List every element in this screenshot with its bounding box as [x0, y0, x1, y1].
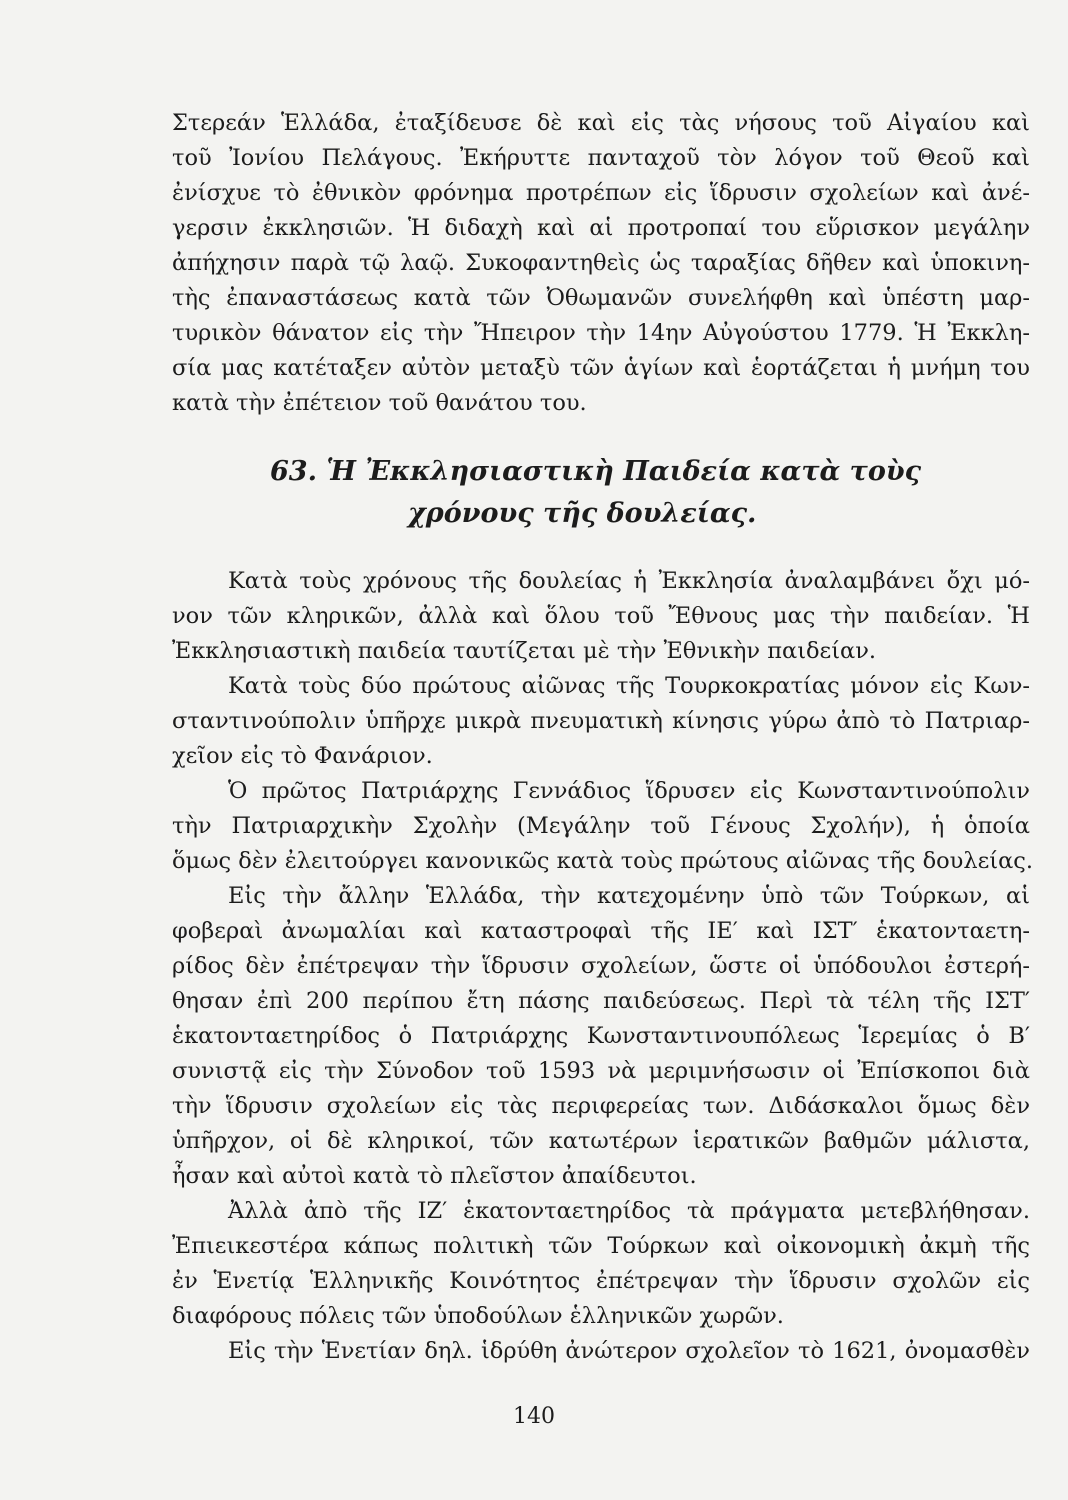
intro-line: σία μας κατέταξεν αὐτὸν μεταξὺ τῶν ἁγίων καὶ ἑορτάζεται ἡ μνήμη του: [172, 355, 1030, 381]
intro-line: ἀπήχησιν παρὰ τῷ λαῷ. Συκοφαντηθεὶς ὡς ταραξίας δῆθεν καὶ ὑποκινη-: [172, 250, 1030, 276]
body-line: ὅμως δὲν ἐλειτούργει κανονικῶς κατὰ τοὺς πρώτους αἰῶνας τῆς δουλείας.: [172, 848, 1034, 874]
section-title-part1: Ἡ Ἐκκλησιαστικὴ Παιδεία κατὰ τοὺς: [326, 456, 922, 487]
intro-line: τυρικὸν θάνατον εἰς τὴν Ἤπειρον τὴν 14ην Αὐγούστου 1779. Ἡ Ἐκκλη-: [172, 320, 1030, 346]
intro-line: Στερεάν Ἑλλάδα, ἐταξίδευσε δὲ καὶ εἰς τὰς νήσους τοῦ Αἰγαίου καὶ: [172, 110, 1030, 136]
intro-line: τὴς ἐπαναστάσεως κατὰ τῶν Ὀθωμανῶν συνελήφθη καὶ ὑπέστη μαρ-: [172, 285, 1030, 311]
page-number: 140: [513, 1404, 555, 1429]
intro-line: ἐνίσχυε τὸ ἐθνικὸν φρόνημα προτρέπων εἰς ἵδρυσιν σχολείων καὶ ἀνέ-: [172, 180, 1030, 206]
body-line: φοβεραὶ ἀνωμαλίαι καὶ καταστροφαὶ τῆς ΙΕ′ καὶ ΙΣΤ′ ἑκατονταετη-: [172, 918, 1030, 944]
body-line: θησαν ἐπὶ 200 περίπου ἔτη πάσης παιδεύσεως. Περὶ τὰ τέλη τῆς ΙΣΤ′: [172, 988, 1030, 1014]
body-line: Εἰς τὴν ἄλλην Ἑλλάδα, τὴν κατεχομένην ὑπὸ τῶν Τούρκων, αἱ: [228, 883, 1030, 909]
body-line: ἑκατονταετηρίδος ὁ Πατριάρχης Κωνσταντινουπόλεως Ἱερεμίας ὁ Β′: [172, 1023, 1030, 1049]
body-line: τὴν Πατριαρχικὴν Σχολὴν (Μεγάλην τοῦ Γένους Σχολήν), ἡ ὁποία: [172, 813, 1030, 839]
section-number: 63.: [270, 456, 317, 487]
intro-line: κατὰ τὴν ἐπέτειον τοῦ θανάτου του.: [172, 390, 587, 416]
body-line: Κατὰ τοὺς χρόνους τῆς δουλείας ἡ Ἐκκλησία ἀναλαμβάνει ὄχι μό-: [228, 568, 1030, 594]
body-line: ρίδος δὲν ἐπέτρεψαν τὴν ἵδρυσιν σχολείων, ὥστε οἱ ὑπόδουλοι ἐστερή-: [172, 953, 1030, 979]
section-heading-line2: χρόνους τῆς δουλείας.: [408, 498, 757, 529]
body-line: Ἐκκλησιαστικὴ παιδεία ταυτίζεται μὲ τὴν Ἐθνικὴν παιδείαν.: [172, 638, 877, 664]
body-line: σταντινούπολιν ὑπῆρχε μικρὰ πνευματικὴ κίνησις γύρω ἀπὸ τὸ Πατριαρ-: [172, 708, 1030, 734]
body-line: Ἀλλὰ ἀπὸ τῆς ΙΖ′ ἑκατονταετηρίδος τὰ πράγματα μετεβλήθησαν.: [228, 1198, 1030, 1224]
body-line: Κατὰ τοὺς δύο πρώτους αἰῶνας τῆς Τουρκοκρατίας μόνον εἰς Κων-: [228, 673, 1030, 699]
body-line: χεῖον εἰς τὸ Φανάριον.: [172, 743, 433, 769]
body-line: συνιστᾷ εἰς τὴν Σύνοδον τοῦ 1593 νὰ μεριμνήσωσιν οἱ Ἐπίσκοποι διὰ: [172, 1058, 1030, 1084]
body-line: Ἐπιεικεστέρα κάπως πολιτικὴ τῶν Τούρκων καὶ οἰκονομικὴ ἀκμὴ τῆς: [172, 1233, 1030, 1259]
section-heading-line1: [270, 455, 921, 489]
body-line: ὑπῆρχον, οἱ δὲ κληρικοί, τῶν κατωτέρων ἱερατικῶν βαθμῶν μάλιστα,: [172, 1128, 1030, 1154]
body-line: διαφόρους πόλεις τῶν ὑποδούλων ἑλληνικῶν χωρῶν.: [172, 1303, 784, 1329]
body-line: Εἰς τὴν Ἑνετίαν δηλ. ἱδρύθη ἀνώτερον σχολεῖον τὸ 1621, ὀνομασθὲν: [228, 1338, 1030, 1364]
intro-line: τοῦ Ἰονίου Πελάγους. Ἐκήρυττε πανταχοῦ τὸν λόγον τοῦ Θεοῦ καὶ: [172, 145, 1030, 171]
body-line: τὴν ἵδρυσιν σχολείων εἰς τὰς περιφερείας των. Διδάσκαλοι ὅμως δὲν: [172, 1093, 1030, 1119]
intro-line: γερσιν ἐκκλησιῶν. Ἡ διδαχὴ καὶ αἱ προτροπαί του εὕρισκον μεγάλην: [172, 215, 1030, 241]
body-line: ἦσαν καὶ αὐτοὶ κατὰ τὸ πλεῖστον ἀπαίδευτοι.: [172, 1163, 697, 1189]
body-line: Ὁ πρῶτος Πατριάρχης Γεννάδιος ἵδρυσεν εἰς Κωνσταντινούπολιν: [228, 778, 1030, 804]
body-line: νον τῶν κληρικῶν, ἀλλὰ καὶ ὅλου τοῦ Ἔθνους μας τὴν παιδείαν. Ἡ: [172, 603, 1030, 629]
body-line: ἐν Ἑνετίᾳ Ἑλληνικῆς Κοινότητος ἐπέτρεψαν τὴν ἵδρυσιν σχολῶν εἰς: [172, 1268, 1030, 1294]
